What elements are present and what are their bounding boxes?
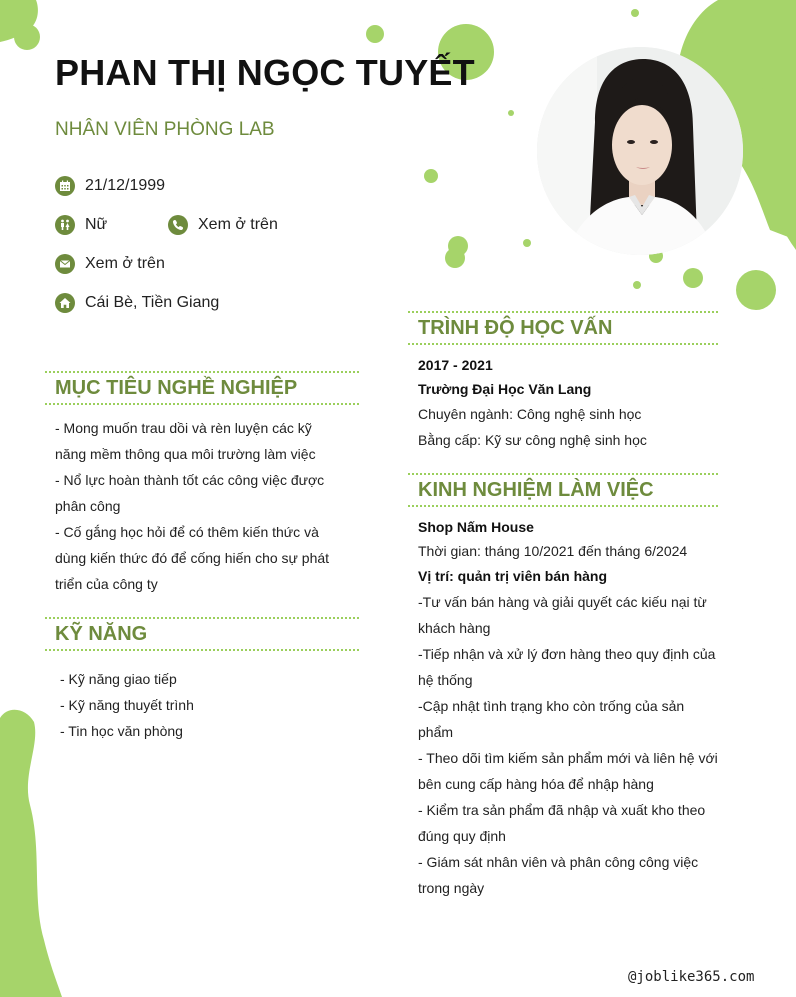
experience-line: -Cập nhật tình trạng kho còn trống của sản (418, 698, 685, 714)
experience-line: -Tiếp nhận và xử lý đơn hàng theo quy định của (418, 646, 716, 662)
education-details (418, 353, 647, 453)
experience-line: - Theo dõi tìm kiếm sản phẩm mới và liên hệ với (418, 750, 718, 766)
experience-time: Thời gian: tháng 10/2021 đến tháng 6/2024 (418, 543, 688, 559)
objective-title: MỤC TIÊU NGHỀ NGHIỆP (55, 377, 298, 399)
calendar-icon (55, 176, 75, 196)
home-icon (55, 293, 75, 313)
experience-line: khách hàng (418, 620, 491, 636)
experience-details (418, 515, 718, 901)
skills-list (60, 666, 194, 744)
contact-gender (55, 215, 107, 235)
experience-line: hệ thống (418, 672, 473, 688)
objective-text (55, 415, 329, 597)
phone-text: Xem ở trên (198, 216, 278, 233)
objective-line: - Nổ lực hoàn thành tốt các công việc được (55, 472, 325, 488)
objective-section-header (45, 371, 359, 405)
education-period: 2017 - 2021 (418, 357, 493, 373)
experience-line: phẩm (418, 724, 454, 740)
education-school: Trường Đại Học Văn Lang (418, 381, 592, 397)
experience-line: -Tư vấn bán hàng và giải quyết các kiếu nại từ (418, 594, 707, 610)
watermark: @joblike365.com (628, 969, 755, 985)
education-section-header (408, 311, 718, 345)
education-major: Chuyên ngành: Công nghệ sinh học (418, 406, 642, 422)
job-title: NHÂN VIÊN PHÒNG LAB (55, 119, 275, 140)
objective-line: - Mong muốn trau dồi và rèn luyện các kỹ (55, 420, 312, 436)
contact-phone (168, 215, 278, 235)
experience-company: Shop Nấm House (418, 519, 534, 535)
email-text: Xem ở trên (85, 255, 165, 272)
education-degree: Bằng cấp: Kỹ sư công nghệ sinh học (418, 432, 647, 448)
address-text: Cái Bè, Tiền Giang (85, 294, 220, 311)
experience-section-header (408, 473, 718, 507)
experience-line: - Kiểm tra sản phẩm đã nhập và xuất kho theo (418, 802, 706, 818)
contact-email (55, 254, 165, 274)
envelope-icon (55, 254, 75, 274)
experience-line: bên cung cấp hàng hóa để nhập hàng (418, 776, 654, 792)
experience-position: Vị trí: quản trị viên bán hàng (418, 568, 608, 584)
profile-photo (537, 47, 743, 255)
objective-line: năng mềm thông qua môi trường làm việc (55, 446, 316, 462)
experience-line: trong ngày (418, 880, 485, 896)
education-title: TRÌNH ĐỘ HỌC VẤN (418, 317, 613, 339)
objective-line: - Cố gắng học hỏi để có thêm kiến thức và (55, 524, 319, 540)
gender-icon (55, 215, 75, 235)
gender-text: Nữ (85, 216, 108, 233)
skills-section-header (45, 617, 359, 651)
experience-line: đúng quy định (418, 828, 506, 844)
skill-item: - Kỹ năng thuyết trình (60, 697, 194, 713)
objective-line: dùng kiến thức đó để cống hiến cho sự phát (55, 550, 330, 566)
contact-address (55, 293, 219, 313)
candidate-name: PHAN THỊ NGỌC TUYẾT (55, 52, 475, 93)
objective-line: phân công (55, 498, 121, 514)
experience-line: - Giám sát nhân viên và phân công công việc (418, 854, 699, 870)
contact-birthday (55, 176, 165, 196)
skill-item: - Tin học văn phòng (60, 723, 183, 739)
objective-line: triển của công ty (55, 576, 158, 592)
birthday-text: 21/12/1999 (85, 177, 166, 194)
phone-icon (168, 215, 188, 235)
skill-item: - Kỹ năng giao tiếp (60, 671, 177, 687)
skills-title: KỸ NĂNG (55, 623, 148, 645)
experience-title: KINH NGHIỆM LÀM VIỆC (418, 479, 654, 501)
